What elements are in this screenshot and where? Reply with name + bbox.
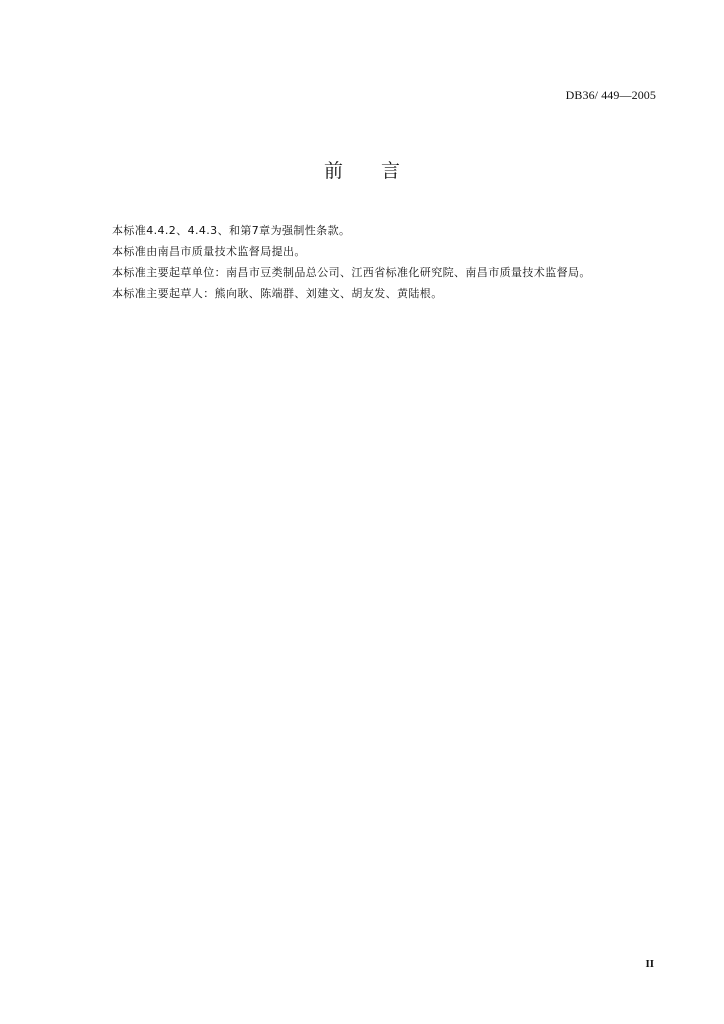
document-code: DB36/ 449—2005 xyxy=(565,88,656,102)
paragraph-proposed-by: 本标准由南昌市质量技术监督局提出。 xyxy=(112,245,306,258)
foreword-body xyxy=(112,220,672,304)
page-number: II xyxy=(645,958,654,970)
page-title: 前言 xyxy=(323,160,438,182)
paragraph-drafters: 本标准主要起草人：熊向耿、陈端群、刘建文、胡友发、黄陆根。 xyxy=(112,287,443,300)
paragraph-mandatory-clauses: 本标准4.4.2、4.4.3、和第7章为强制性条款。 xyxy=(112,224,351,237)
paragraph-drafting-units: 本标准主要起草单位：南昌市豆类制品总公司、江西省标准化研究院、南昌市质量技术监督局。 xyxy=(112,266,591,279)
